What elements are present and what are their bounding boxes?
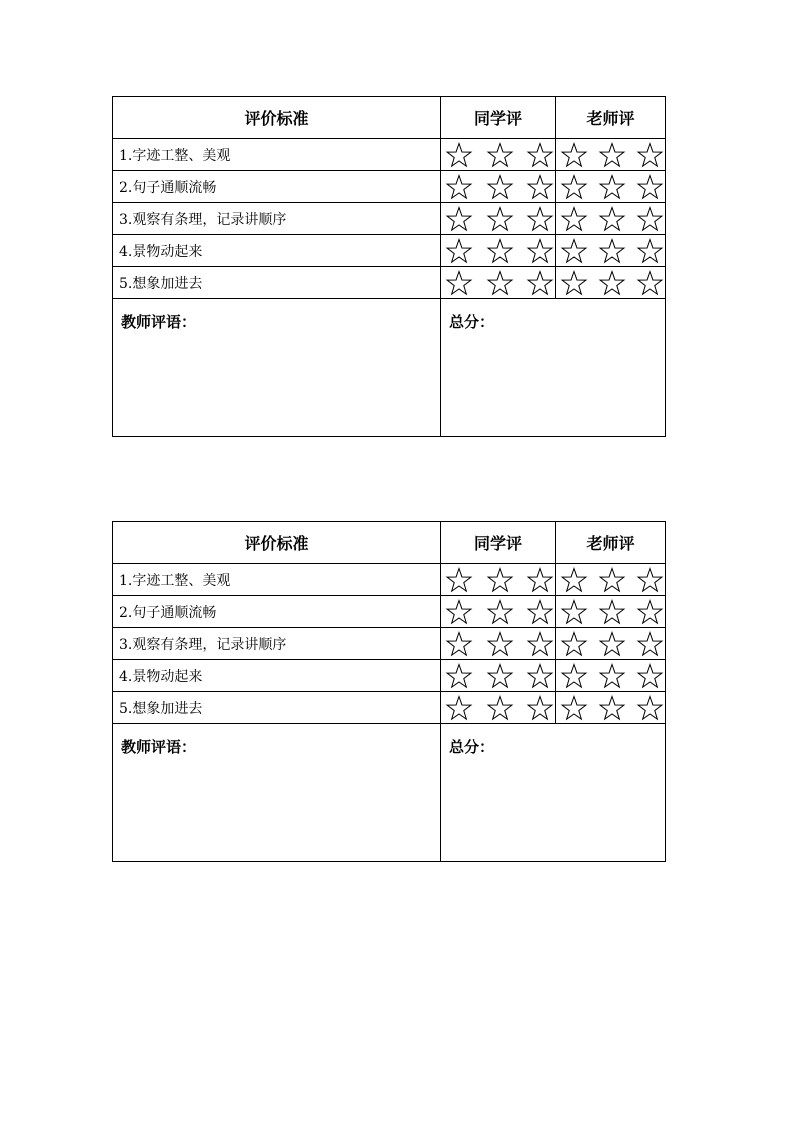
header-teacher: 老师评: [556, 97, 666, 139]
peer-star-rating[interactable]: [441, 564, 556, 596]
star-icon[interactable]: [526, 662, 554, 690]
criterion-label: 3.观察有条理，记录讲顺序: [113, 203, 441, 235]
criterion-row: [113, 267, 666, 299]
criterion-label: 5.想象加进去: [113, 267, 441, 299]
star-icon[interactable]: [486, 566, 514, 594]
header-row: [113, 522, 666, 564]
teacher-comment-cell[interactable]: [113, 299, 441, 437]
star-group: [556, 564, 665, 595]
star-icon[interactable]: [636, 205, 664, 233]
criterion-row: [113, 203, 666, 235]
teacher-comment-label: 教师评语：: [121, 738, 197, 756]
star-icon[interactable]: [486, 237, 514, 265]
peer-star-rating[interactable]: [441, 267, 556, 299]
star-group: [556, 139, 665, 170]
header-criteria: 评价标准: [113, 97, 441, 139]
criterion-row: [113, 139, 666, 171]
star-icon[interactable]: [636, 173, 664, 201]
total-score-cell[interactable]: [441, 724, 666, 862]
star-icon[interactable]: [598, 173, 626, 201]
star-icon[interactable]: [526, 205, 554, 233]
star-icon[interactable]: [486, 662, 514, 690]
criterion-label: 4.景物动起来: [113, 660, 441, 692]
star-icon[interactable]: [445, 173, 473, 201]
star-icon[interactable]: [560, 205, 588, 233]
star-icon[interactable]: [636, 694, 664, 722]
star-icon[interactable]: [560, 237, 588, 265]
criterion-row: [113, 660, 666, 692]
star-icon[interactable]: [445, 269, 473, 297]
evaluation-table: [112, 96, 666, 437]
header-criteria: 评价标准: [113, 522, 441, 564]
teacher-comment-cell[interactable]: [113, 724, 441, 862]
header-peer: 同学评: [441, 97, 556, 139]
comment-row: [113, 724, 666, 862]
star-icon[interactable]: [526, 566, 554, 594]
star-icon[interactable]: [526, 141, 554, 169]
star-group: [556, 235, 665, 266]
star-icon[interactable]: [636, 630, 664, 658]
star-icon[interactable]: [636, 237, 664, 265]
total-score-cell[interactable]: [441, 299, 666, 437]
star-group: [441, 660, 555, 691]
criterion-label: 4.景物动起来: [113, 235, 441, 267]
star-icon[interactable]: [560, 173, 588, 201]
star-icon[interactable]: [445, 694, 473, 722]
star-icon[interactable]: [486, 630, 514, 658]
peer-star-rating[interactable]: [441, 203, 556, 235]
star-group: [441, 267, 555, 298]
star-icon[interactable]: [486, 598, 514, 626]
star-icon[interactable]: [445, 630, 473, 658]
peer-star-rating[interactable]: [441, 235, 556, 267]
star-group: [441, 692, 555, 723]
star-icon[interactable]: [560, 598, 588, 626]
peer-star-rating[interactable]: [441, 139, 556, 171]
comment-row: [113, 299, 666, 437]
star-group: [556, 692, 665, 723]
star-icon[interactable]: [526, 694, 554, 722]
star-icon[interactable]: [598, 205, 626, 233]
star-icon[interactable]: [598, 237, 626, 265]
star-icon[interactable]: [486, 141, 514, 169]
star-icon[interactable]: [636, 566, 664, 594]
star-icon[interactable]: [526, 237, 554, 265]
star-group: [441, 139, 555, 170]
star-icon[interactable]: [486, 173, 514, 201]
star-icon[interactable]: [560, 269, 588, 297]
teacher-star-rating[interactable]: [556, 267, 666, 299]
teacher-star-rating[interactable]: [556, 139, 666, 171]
teacher-star-rating[interactable]: [556, 628, 666, 660]
header-peer: 同学评: [441, 522, 556, 564]
criterion-label: 1.字迹工整、美观: [113, 139, 441, 171]
star-icon[interactable]: [486, 205, 514, 233]
star-icon[interactable]: [445, 566, 473, 594]
star-icon[interactable]: [560, 694, 588, 722]
teacher-comment-label: 教师评语：: [121, 313, 197, 331]
criterion-row: [113, 171, 666, 203]
star-group: [556, 171, 665, 202]
star-icon[interactable]: [445, 205, 473, 233]
peer-star-rating[interactable]: [441, 628, 556, 660]
star-icon[interactable]: [636, 598, 664, 626]
star-icon[interactable]: [598, 694, 626, 722]
star-icon[interactable]: [560, 662, 588, 690]
star-group: [556, 203, 665, 234]
star-icon[interactable]: [560, 566, 588, 594]
header-row: [113, 97, 666, 139]
star-icon[interactable]: [526, 598, 554, 626]
peer-star-rating[interactable]: [441, 692, 556, 724]
star-icon[interactable]: [598, 269, 626, 297]
star-icon[interactable]: [445, 141, 473, 169]
star-group: [441, 596, 555, 627]
criterion-row: [113, 628, 666, 660]
star-icon[interactable]: [445, 662, 473, 690]
star-icon[interactable]: [598, 598, 626, 626]
evaluation-sheet-2: [112, 521, 665, 862]
peer-star-rating[interactable]: [441, 596, 556, 628]
criterion-label: 2.句子通顺流畅: [113, 596, 441, 628]
total-score-label: 总分：: [449, 313, 495, 331]
star-group: [556, 628, 665, 659]
star-icon[interactable]: [486, 269, 514, 297]
teacher-star-rating[interactable]: [556, 660, 666, 692]
star-icon[interactable]: [598, 566, 626, 594]
teacher-star-rating[interactable]: [556, 171, 666, 203]
teacher-star-rating[interactable]: [556, 596, 666, 628]
star-icon[interactable]: [636, 662, 664, 690]
header-teacher: 老师评: [556, 522, 666, 564]
star-icon[interactable]: [598, 662, 626, 690]
criterion-row: [113, 596, 666, 628]
criterion-label: 2.句子通顺流畅: [113, 171, 441, 203]
star-icon[interactable]: [526, 173, 554, 201]
star-group: [441, 564, 555, 595]
teacher-star-rating[interactable]: [556, 564, 666, 596]
peer-star-rating[interactable]: [441, 660, 556, 692]
star-icon[interactable]: [445, 237, 473, 265]
teacher-star-rating[interactable]: [556, 235, 666, 267]
teacher-star-rating[interactable]: [556, 692, 666, 724]
evaluation-table: [112, 521, 666, 862]
star-icon[interactable]: [636, 269, 664, 297]
evaluation-sheet-1: [112, 96, 665, 437]
star-group: [556, 660, 665, 691]
peer-star-rating[interactable]: [441, 171, 556, 203]
star-icon[interactable]: [526, 630, 554, 658]
criterion-label: 1.字迹工整、美观: [113, 564, 441, 596]
star-group: [441, 235, 555, 266]
star-icon[interactable]: [598, 630, 626, 658]
criterion-row: [113, 235, 666, 267]
star-group: [441, 203, 555, 234]
star-group: [556, 267, 665, 298]
star-icon[interactable]: [445, 598, 473, 626]
criterion-label: 5.想象加进去: [113, 692, 441, 724]
star-icon[interactable]: [560, 630, 588, 658]
star-icon[interactable]: [486, 694, 514, 722]
star-group: [441, 171, 555, 202]
criterion-label: 3.观察有条理，记录讲顺序: [113, 628, 441, 660]
star-group: [441, 628, 555, 659]
star-icon[interactable]: [598, 141, 626, 169]
star-group: [556, 596, 665, 627]
star-icon[interactable]: [526, 269, 554, 297]
star-icon[interactable]: [636, 141, 664, 169]
criterion-row: [113, 564, 666, 596]
total-score-label: 总分：: [449, 738, 495, 756]
teacher-star-rating[interactable]: [556, 203, 666, 235]
star-icon[interactable]: [560, 141, 588, 169]
criterion-row: [113, 692, 666, 724]
